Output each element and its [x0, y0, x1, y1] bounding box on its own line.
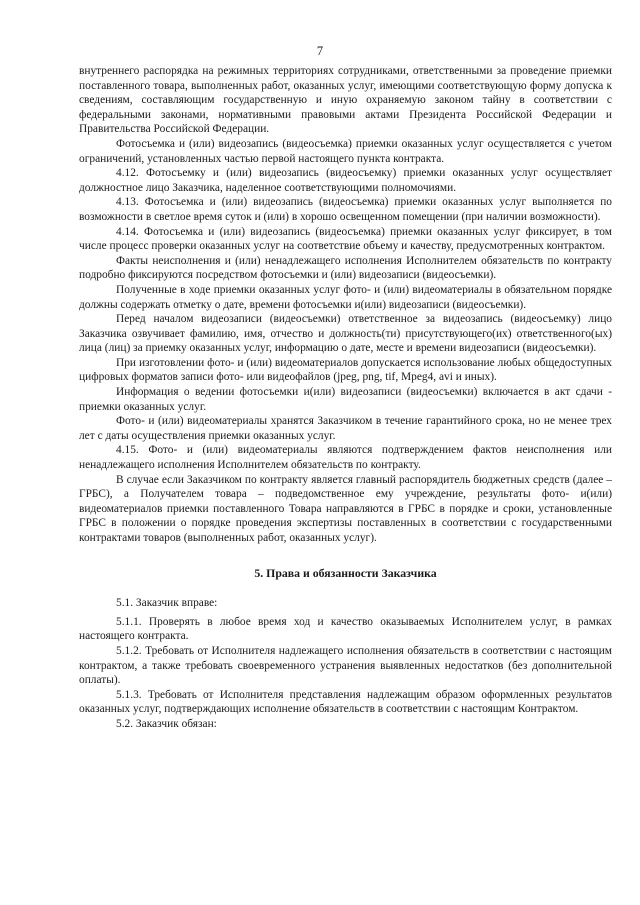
- paragraph: Перед началом видеозаписи (видеосъемки) ответственное за видеозапись (видеосъемку) лицо Заказчика озвучивает фамилию, имя, отчество и должность(ти) присутствующего(их) ответственного(ых) лица (лиц) за приемку оказанных услуг, информацию о дате, месте и времени видеозаписи (видеосъемки).: [79, 313, 612, 355]
- paragraph-continuation: внутреннего распорядка на режимных территориях сотрудниками, ответственными за проведение приемки поставленного товара, выполненных работ, оказанных услуг, имеющими соответствующую форму допуска к сведениям, составляющим государственную и иную охраняемую законом тайну в соответствии с федеральными законами, нормативными правовыми актами Президента Российской Федерации и Правительства Российской Федерации.: [79, 65, 612, 136]
- paragraph: Полученные в ходе приемки оказанных услуг фото- и (или) видеоматериалы в обязательном порядке должны содержать отметку о дате, времени фотосъемки и(или) видеозаписи (видеосъемки).: [79, 283, 612, 311]
- clause-4-12: 4.12. Фотосъемку и (или) видеозапись (видеосъемку) приемки оказанных услуг осуществляет должностное лицо Заказчика, наделенное соответствующими полномочиями.: [79, 167, 612, 194]
- page-number: 7: [316, 44, 324, 58]
- paragraph: В случае если Заказчиком по контракту является главный распорядитель бюджетных средств (далее – ГРБС), а Получателем товара – подведомственное ему учреждение, результаты фото- и(или) видеоматериалов приемки поставленного Товара направляются в ГРБС в порядке и сроки, установленные ГРБС в положении о порядке проведения экспертизы поставленных в соответствии с государственными контрактами товаров (выполненных работ, оказанных услуг).: [79, 473, 612, 544]
- paragraph: Фотосъемка и (или) видеозапись (видеосъемка) приемки оказанных услуг осуществляется с учетом ограничений, установленных частью первой настоящего пункта контракта.: [79, 137, 612, 165]
- paragraph: Информация о ведении фотосъемки и(или) видеозаписи (видеосъемки) включается в акт сдачи - приемки оказанных услуг.: [79, 386, 612, 413]
- clause-4-14: 4.14. Фотосъемка и (или) видеозапись (видеосъемка) приемки оказанных услуг фиксирует, в том числе процесс проверки оказанных услуг на соответствие объему и качеству, предусмотренных контрактом.: [79, 225, 612, 253]
- clause-5-2: 5.2. Заказчик обязан:: [116, 717, 217, 730]
- clause-4-13: 4.13. Фотосъемка и (или) видеозапись (видеосъемка) приемки оказанных услуг выполняется по возможности в светлое время суток и (или) в хорошо освещенном помещении (при наличии возможности).: [79, 196, 612, 223]
- paragraph: Факты неисполнения и (или) ненадлежащего исполнения Исполнителем обязательств по контракту подробно фиксируются посредством фотосъемки и (или) видеозаписи (видеосъемки).: [79, 254, 612, 282]
- clause-5-1-2: 5.1.2. Требовать от Исполнителя надлежащего исполнения обязательств в соответствии с настоящим контрактом, а также требовать своевременного устранения выявленных недостатков (без дополнительной оплаты).: [79, 644, 612, 687]
- section-heading: 5. Права и обязанности Заказчика: [254, 565, 437, 580]
- clause-4-15: 4.15. Фото- и (или) видеоматериалы являются подтверждением фактов неисполнения или ненадлежащего исполнения Исполнителем обязательств по контракту.: [79, 444, 612, 472]
- paragraph: Фото- и (или) видеоматериалы хранятся Заказчиком в течение гарантийного срока, но не менее трех лет с даты осуществления приемки оказанных услуг.: [79, 415, 612, 442]
- paragraph: При изготовлении фото- и (или) видеоматериалов допускается использование любых общедоступных цифровых форматов записи фото- или видеофайлов (jpeg, png, tif, Mpeg4, avi и иных).: [79, 356, 612, 384]
- clause-5-1-3: 5.1.3. Требовать от Исполнителя представления надлежащим образом оформленных результатов оказанных услуг, подтверждающих исполнение обязательств в соответствии с настоящим Контрактом.: [79, 688, 612, 716]
- clause-5-1-1: 5.1.1. Проверять в любое время ход и качество оказываемых Исполнителем услуг, в рамках настоящего контракта.: [79, 615, 612, 643]
- document-body: [79, 64, 612, 732]
- clause-5-1: 5.1. Заказчик вправе:: [116, 597, 218, 610]
